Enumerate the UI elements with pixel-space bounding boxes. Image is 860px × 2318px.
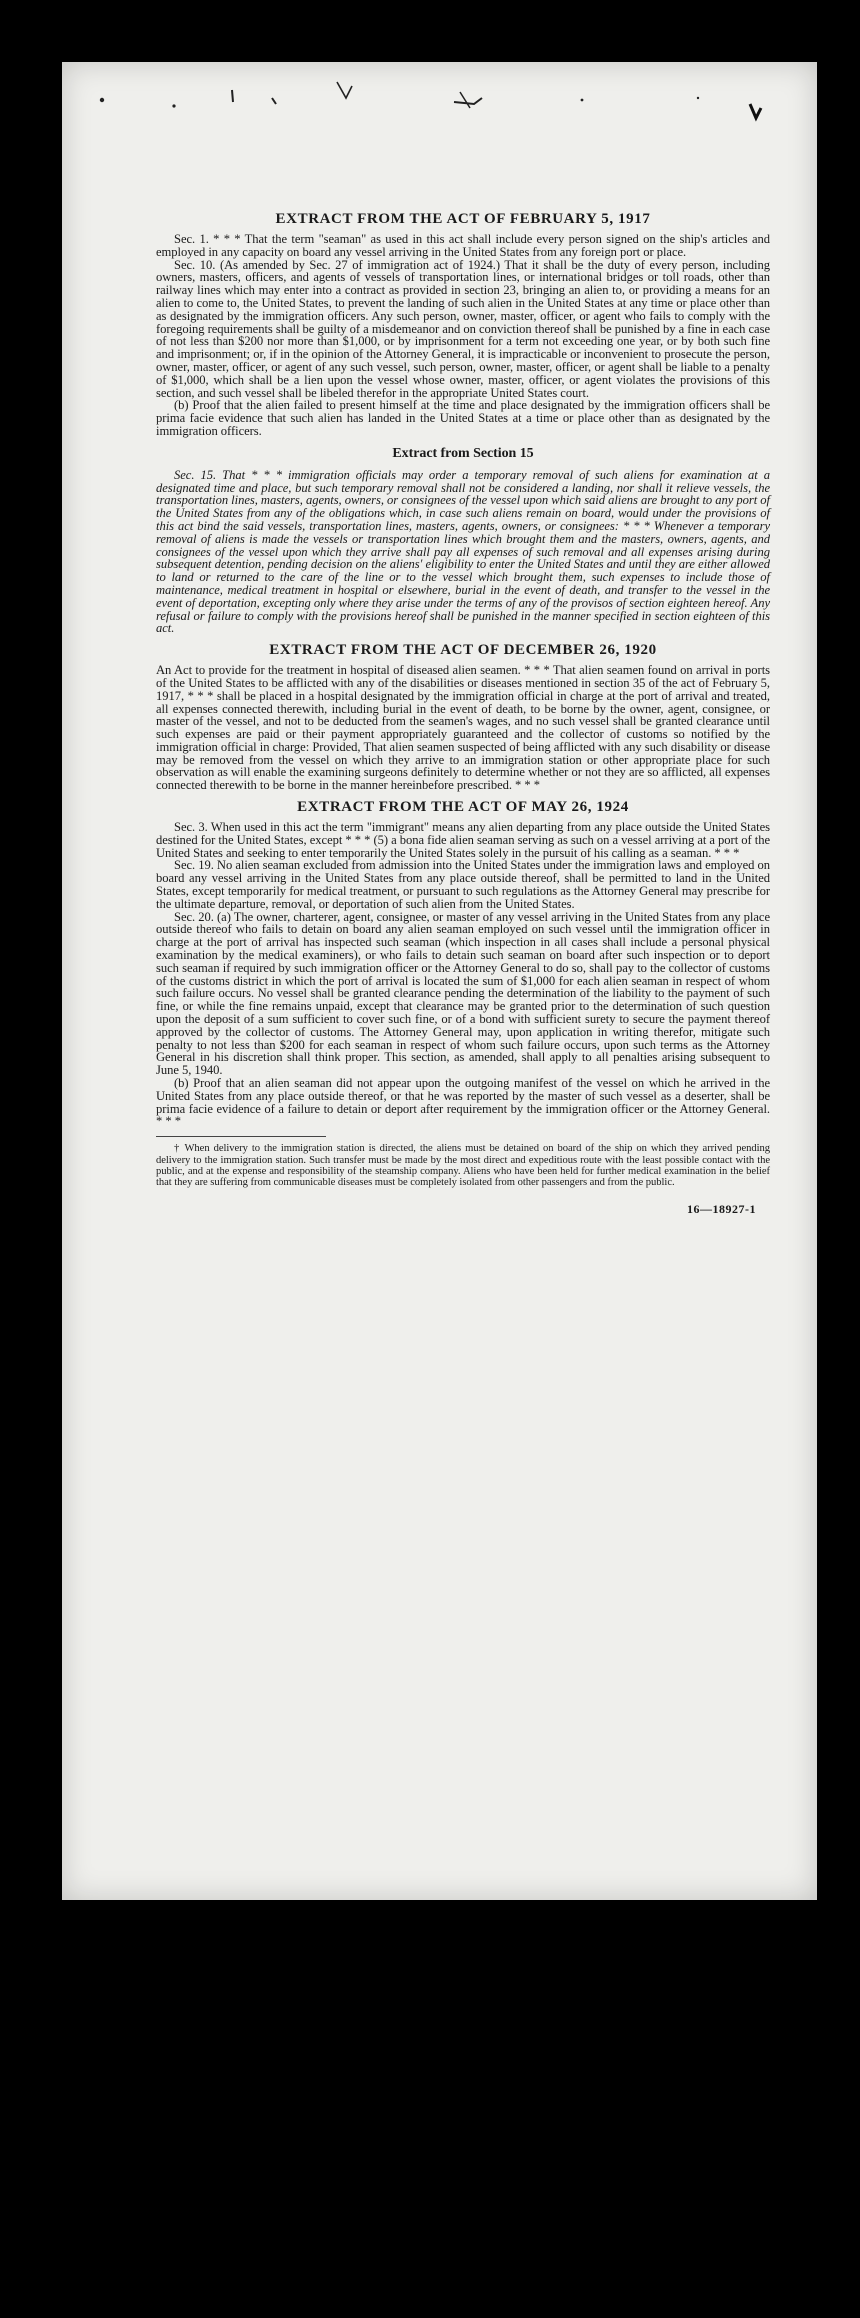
section-subheading: Extract from Section 15 [392,445,534,461]
paragraph: Sec. 1. * * * That the term "seaman" as used in this act shall include every person signed on the ship's articles and employed in any capacity on board any vessel arriving in the United States from any foreign port or place. [156,232,770,259]
paragraph: Sec. 20. (a) The owner, charterer, agent, consignee, or master of any vessel arriving in the United States from any place outside thereof who fails to detain on board any alien seaman employed on such vessel until the immigration officer in charge at the port of arrival has inspected such seaman (which inspection in all cases shall include a personal physical examination by the medical examiners), or who fails to detain such seaman on board after such inspection or to deport such seaman if required by such immigration officer or the Attorney General to do so, shall pay to the collector of customs of the customs district in which the port of arrival is located the sum of $1,000 for each alien seaman in respect of whom such failure occurs. No vessel shall be granted clearance pending the determination of the liability to the payment of such fine, or while the fine remains unpaid, except that clearance may be granted prior to the determination of such question upon the deposit of a sum sufficient to cover such fine, or of a bond with sufficient surety to secure the payment thereof approved by the collector of customs. The Attorney General may, upon application in writing therefor, mitigate such penalty to not less than $200 for each seaman in respect of whom such failure occurs, upon such terms as the Attorney General in his discretion shall think proper. This section, as amended, shall apply to all penalties arising subsequent to June 5, 1940. [156,909,770,1078]
paragraph: (b) Proof that an alien seaman did not appear upon the outgoing manifest of the vessel on which he arrived in the United States from any place outside thereof, or that he was reported by the master of such vessel as a deserter, shall be prima facie evidence of a failure to detain or deport after requirement by the immigration officer or the Attorney General. * * * [156,1076,770,1129]
section-act-1924 [156,798,770,1128]
paragraph: An Act to provide for the treatment in hospital of diseased alien seamen. * * * That alien seamen found on arrival in ports of the United States to be afflicted with any of the disabilities or diseases mentioned in section 35 of the act of February 5, 1917, * * * shall be placed in a hospital designated by the immigration official in charge at the port of arrival and treated, all expenses connected therewith, including burial in the event of death, to be borne by the owner, agent, consignee, or master of the vessel, and not to be deducted from the seamen's wages, and no such vessel shall be granted clearance until such expenses are paid or their payment appropriately guaranteed and the collector of customs so notified by the immigration official in charge: Provided, That alien seamen suspected of being afflicted with any such disability or disease may be removed from the vessel on which they arrive to an immigration station or other appropriate place for such observation as will enable the examining surgeons definitely to determine whether or not they are so afflicted, all expenses connected therewith to be borne in the manner hereinbefore prescribed. * * * [156,663,770,793]
paragraph: (b) Proof that the alien failed to present himself at the time and place designated by the immigration officers shall be prima facie evidence that such alien has landed in the United States at a time or place other than as designated by the immigration officers. [156,398,770,438]
document-page [62,62,817,1900]
section-act-1917 [156,210,770,438]
document-content [156,210,770,1216]
section-extract-15 [156,446,770,635]
footnote: † When delivery to the immigration station is directed, the aliens must be detained on board of the ship on which they arrived pending delivery to the immigration station. Such transfer must be made by the most direct and expeditious route with the least possible contact with the public, and at the expense and responsibility of the steamship company. Aliens who have been held for further medical examination in the belief that they are suffering from communicable diseases must be completely isolated from other passengers and from the public. [156,1143,770,1189]
paragraph: Sec. 15. That * * * immigration officials may order a temporary removal of such aliens for examination at a designated time and place, but such temporary removal shall not be considered a landing, nor shall it relieve vessels, the transportation lines, masters, agents, owners, or consignees of the vessel upon which said aliens are brought to any port of the United States from any of the obligations which, in case such aliens remain on board, would under the provisions of this act bind the said vessels, transportation lines, masters, agents, owners, or consignees: * * * Whenever a temporary removal of aliens is made the vessels or transportation lines which brought them and the masters, owners, agents, and consignees of the vessel upon which they arrive shall pay all expenses of such removal and all expenses arising during subsequent detention, pending decision on the aliens' eligibility to enter the United States and until they are either allowed to land or returned to the care of the line or to the vessel which brought them, such expenses to include those of maintenance, medical treatment in hospital or elsewhere, burial in the event of death, and transfer to the vessel in the event of deportation, excepting only where they arise under the terms of any of the provisos of section eighteen hereof. Any refusal or failure to comply with the provisions hereof shall be punished in the manner specified in section eighteen of this act. [156,467,770,636]
paragraph: Sec. 19. No alien seaman excluded from admission into the United States under the immigration laws and employed on board any vessel arriving in the United States from any place outside thereof, shall be permitted to land in the United States, except temporarily for medical treatment, or pursuant to such regulations as the Attorney General may prescribe for the ultimate departure, removal, or deportation of such alien from the United States. [156,858,770,911]
paragraph: Sec. 10. (As amended by Sec. 27 of immigration act of 1924.) That it shall be the duty of every person, including owners, masters, officers, and agents of vessels of transportation lines, or international bridges or toll roads, other than railway lines which may enter into a contract as provided in section 23, bringing an alien to, or providing a means for an alien to come to, the United States, to prevent the landing of such alien in the United States at any time or place other than as designated by the immigration officers. Any such person, owner, master, officer, or agent who fails to comply with the foregoing requirements shall be guilty of a misdemeanor and on conviction thereof shall be punished by a fine in each case of not less than $200 nor more than $1,000, or by imprisonment for a term not exceeding one year, or by both such fine and imprisonment; or, if in the opinion of the Attorney General, it is impracticable or inconvenient to prosecute the person, owner, master, officer, or agent of any such vessel, such person, owner, master, officer, or agent shall be liable to a penalty of $1,000, which shall be a lien upon the vessel whose owner, master, officer, or agent violates the provisions of this section, and such vessel shall be libeled therefor in the appropriate United States court. [156,257,770,400]
section-heading: EXTRACT FROM THE ACT OF DECEMBER 26, 1920 [269,642,657,659]
paragraph: Sec. 3. When used in this act the term "immigrant" means any alien departing from any place outside the United States destined for the United States, except * * * (5) a bona fide alien seaman serving as such on a vessel arriving at a port of the United States and seeking to enter temporarily the United States solely in the pursuit of his calling as a seaman. * * * [156,820,770,860]
section-heading: EXTRACT FROM THE ACT OF MAY 26, 1924 [297,799,629,816]
section-heading: EXTRACT FROM THE ACT OF FEBRUARY 5, 1917 [275,211,651,227]
section-act-1920 [156,641,770,792]
scan-specks [62,62,817,202]
document-number: 16—18927-1 [687,1201,756,1216]
footnote-divider [156,1136,326,1137]
